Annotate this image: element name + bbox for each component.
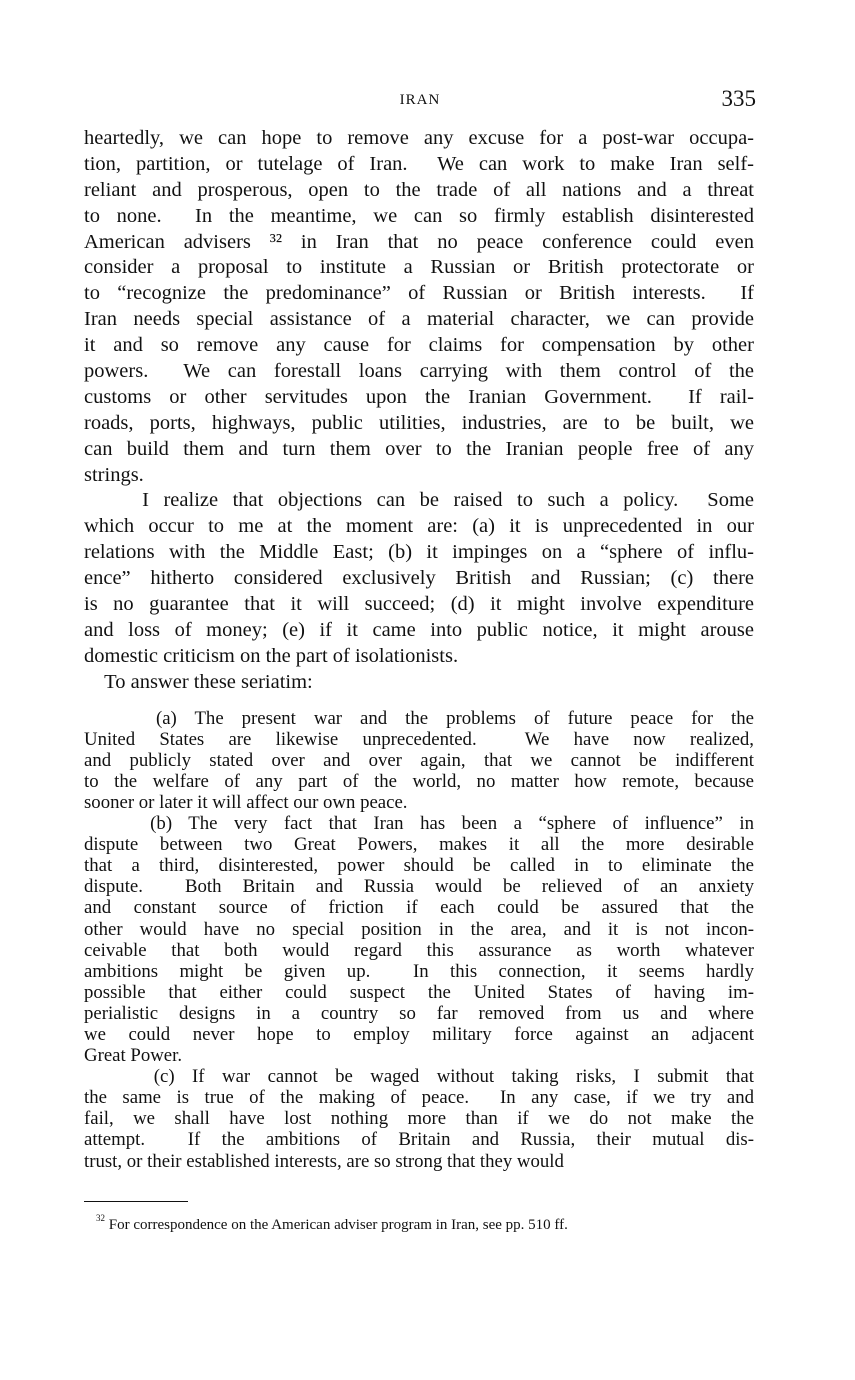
answer-3 [84, 1066, 754, 1171]
text-line: it and so remove any cause for claims for compensation by other [84, 334, 754, 357]
text-line: Great Power. [84, 1045, 183, 1067]
text-line: other would have no special position in the area, and it is not incon- [84, 918, 754, 940]
text-line: strings. [84, 463, 144, 486]
text-line: that a third, disinterested, power should be called in to eliminate the [84, 855, 754, 877]
text-line: and publicly stated over and over again, that we cannot be indifferent [84, 749, 754, 771]
text-line: United States are likewise unprecedented. We have now realized, [84, 728, 754, 750]
text-line: attempt. If the ambitions of Britain and Russia, their mutual dis- [84, 1129, 754, 1151]
text-line: the same is true of the making of peace. In any case, if we try and [84, 1087, 754, 1109]
text-line: customs or other servitudes upon the Iranian Government. If rail- [84, 385, 754, 408]
text-line: (c) If war cannot be waged without taking risks, I submit that [84, 1066, 754, 1088]
text-line: which occur to me at the moment are: (a) it is unprecedented in our [84, 515, 754, 538]
text-line: ence” hitherto considered exclusively British and Russian; (c) there [84, 567, 754, 590]
paragraph-1 [84, 126, 754, 488]
text-line: heartedly, we can hope to remove any excuse for a post-war occupa- [84, 127, 754, 149]
text-line: dispute. Both Britain and Russia would be relieved of an anxiety [84, 876, 754, 898]
text-line: trust, or their established interests, are so strong that they would [84, 1150, 564, 1172]
text-line: roads, ports, highways, public utilities, industries, are to be built, we [84, 411, 754, 434]
text-line: consider a proposal to institute a Russian or British protectorate or [84, 256, 754, 279]
text-line: Iran needs special assistance of a material character, we can provide [84, 308, 754, 331]
running-head: IRAN [399, 92, 441, 108]
page-header [84, 88, 756, 118]
text-line: possible that either could suspect the United States of having im- [84, 981, 754, 1003]
footnote [96, 1213, 756, 1234]
text-line: tion, partition, or tutelage of Iran. We can work to make Iran self- [84, 152, 754, 175]
paragraph-2 [84, 488, 754, 669]
page-number: 335 [721, 86, 756, 111]
footnote-divider [84, 1201, 188, 1202]
text-line: to “recognize the predominance” of Russian or British interests. If [84, 282, 754, 305]
text-line: we could never hope to employ military force against an adjacent [84, 1024, 754, 1045]
text-line: can build them and turn them over to the Iranian people free of any [84, 437, 754, 460]
text-line: American advisers ³² in Iran that no peace conference could even [84, 230, 754, 253]
text-line: (b) The very fact that Iran has been a “sphere of influence” in [84, 813, 754, 835]
text-line: and loss of money; (e) if it came into public notice, it might arouse [84, 618, 754, 641]
text-line: reliant and prosperous, open to the trade of all nations and a threat [84, 178, 754, 201]
text-line: fail, we shall have lost nothing more than if we do not make the [84, 1108, 754, 1130]
section-gap [84, 696, 754, 708]
text-line: perialistic designs in a country so far removed from us and where [84, 1002, 754, 1024]
text-line: sooner or later it will affect our own peace. [84, 791, 408, 813]
footnote-marker: 32 [96, 1213, 105, 1223]
text-line: (a) The present war and the problems of future peace for the [84, 707, 754, 729]
text-line: I realize that objections can be raised to such a policy. Some [84, 489, 754, 512]
answer-1 [84, 708, 754, 813]
paragraph-3 [84, 670, 754, 696]
body-text [84, 126, 754, 1172]
text-line: ceivable that both would regard this assurance as worth whatever [84, 939, 754, 961]
text-line: dispute between two Great Powers, makes it all the more desirable [84, 834, 754, 856]
text-line: is no guarantee that it will succeed; (d) it might involve expenditure [84, 593, 754, 616]
text-line: to none. In the meantime, we can so firmly establish disinterested [84, 204, 754, 227]
answer-2 [84, 813, 754, 1066]
text-line: ambitions might be given up. In this connection, it seems hardly [84, 960, 754, 982]
text-line: powers. We can forestall loans carrying with them control of the [84, 360, 754, 383]
text-line: and constant source of friction if each could be assured that the [84, 897, 754, 919]
footnote-text: For correspondence on the American adviser program in Iran, see pp. 510 ff. [108, 1217, 568, 1233]
text-line: To answer these seriatim: [84, 670, 313, 693]
text-line: relations with the Middle East; (b) it impinges on a “sphere of influ- [84, 541, 754, 564]
text-line: to the welfare of any part of the world, no matter how remote, because [84, 770, 754, 792]
text-line: domestic criticism on the part of isolationists. [84, 644, 459, 667]
